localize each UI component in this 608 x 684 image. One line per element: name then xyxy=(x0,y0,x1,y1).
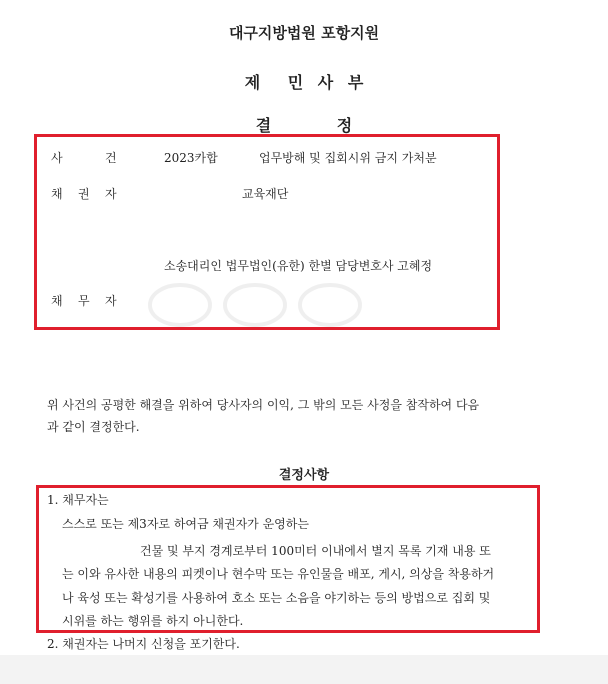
division-char: 제 xyxy=(244,73,261,92)
case-number: 2023카합 xyxy=(164,151,218,165)
case-info-highlight xyxy=(34,134,500,330)
document-page: 대구지방법원 포항지원 제 민 사 부 결 정 사 건 2023카합 업무방해 및 집회시위 금지 가처분 채 권 자 교육재단 소송대리인 법무법인(유한) 한별 담당변호사 고혜정 채 무 자 위 사건의 공평한 해결을 위하여 당사자의 이익, 그 밖의 모든 사정을 참작하여 다음 과 같이 결정한다. 결정사항 1. 채무자는 스스로 또는 제3자로 하여금 채권자가 운영하는 건물 및 부지 경계로부터 100미터 이내에서 별지 목록 기재 내용 또 는 이와 유사한 내용의 피켓이나 현수막 또는 유인물을 배포, 게시, 의상을 착용하거 나 육성 또는 확성기를 사용하여 호소 또는 소음을 야기하는 등의 방법으로 집회 및 시위를 하는 행위를 하지 아니한다. 2. 채권자는 나머지 신청을 포기한다. xyxy=(0,0,608,684)
decision-item-1-label: 1. 채무자는 xyxy=(47,493,109,507)
creditor-name: 교육재단 xyxy=(242,187,289,201)
division-char: 부 xyxy=(347,73,364,92)
doctype-char: 정 xyxy=(336,116,353,135)
doctype-char: 결 xyxy=(255,116,272,135)
decision-item-1-line: 시위를 하는 행위를 하지 아니한다. xyxy=(62,614,244,628)
decision-item-1-line: 건물 및 부지 경계로부터 100미터 이내에서 별지 목록 기재 내용 또 xyxy=(140,544,491,558)
document-type-title xyxy=(0,113,608,136)
court-name: 대구지방법원 포항지원 xyxy=(228,24,380,42)
page-bottom-gap xyxy=(0,655,608,684)
decision-heading: 결정사항 xyxy=(278,468,330,483)
intro-line-1: 위 사건의 공평한 해결을 위하여 당사자의 이익, 그 밖의 모든 사정을 참작하여 다음 xyxy=(47,398,480,412)
decision-item-1-line: 는 이와 유사한 내용의 피켓이나 현수막 또는 유인물을 배포, 게시, 의상을 착용하거 xyxy=(62,567,495,581)
decision-item-1-line: 나 육성 또는 확성기를 사용하여 호소 또는 소음을 야기하는 등의 방법으로 집회 및 xyxy=(62,591,491,605)
decision-item-2: 2. 채권자는 나머지 신청을 포기한다. xyxy=(47,637,240,651)
case-title: 업무방해 및 집회시위 금지 가처분 xyxy=(259,151,437,165)
division-title xyxy=(0,70,608,93)
decision-item-1-line: 스스로 또는 제3자로 하여금 채권자가 운영하는 xyxy=(62,517,309,531)
division-char: 사 xyxy=(317,73,334,92)
representative: 소송대리인 법무법인(유한) 한별 담당변호사 고혜정 xyxy=(164,259,433,273)
intro-line-2: 과 같이 결정한다. xyxy=(47,420,140,434)
division-char: 민 xyxy=(287,73,304,92)
decision-item-highlight xyxy=(36,485,540,633)
